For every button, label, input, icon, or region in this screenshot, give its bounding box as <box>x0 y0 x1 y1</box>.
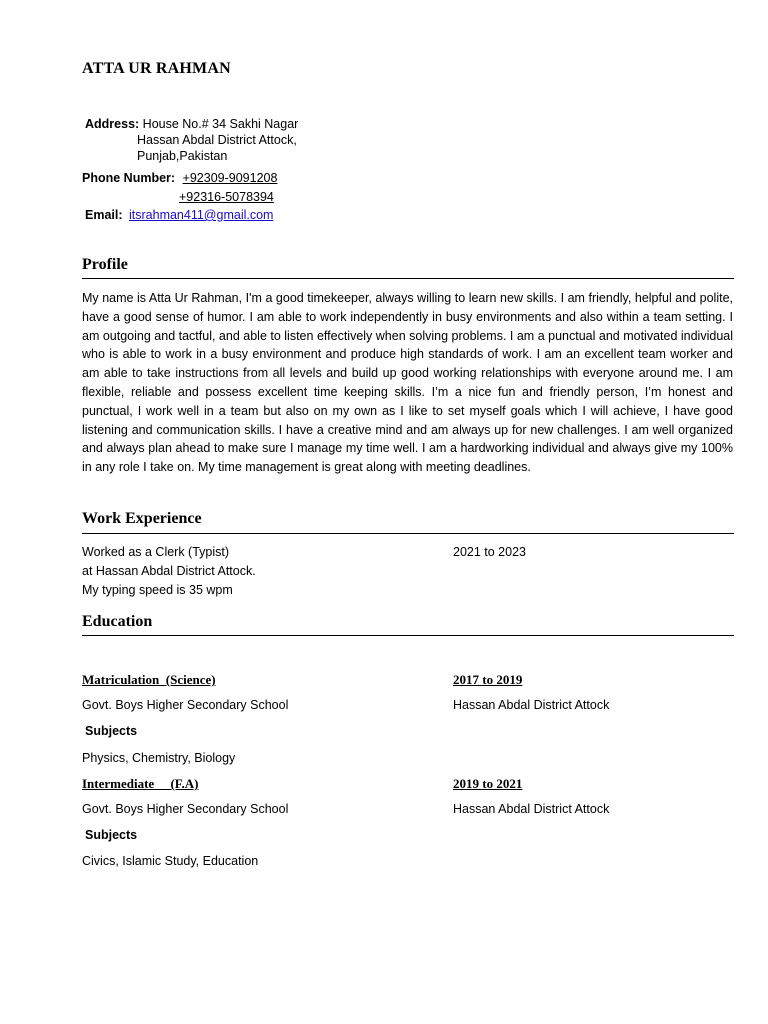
profile-divider <box>82 278 734 279</box>
work-line-2: at Hassan Abdal District Attock. <box>82 564 256 578</box>
address-row <box>85 117 298 131</box>
email-link[interactable]: itsrahman411@gmail.com <box>129 208 274 222</box>
education-location-1: Hassan Abdal District Attock <box>453 698 610 712</box>
education-school-2: Govt. Boys Higher Secondary School <box>82 802 289 816</box>
education-divider <box>82 635 734 636</box>
address-label: Address: <box>85 117 140 131</box>
phone-number-1[interactable]: +92309-9091208 <box>182 171 278 185</box>
education-subjects-label-2: Subjects <box>85 828 138 842</box>
education-period-2: 2019 to 2021 <box>453 776 523 791</box>
education-degree-2: Intermediate (F.A) <box>82 776 199 791</box>
phone-label: Phone Number: <box>82 171 176 185</box>
address-line-2: Hassan Abdal District Attock, <box>137 133 297 147</box>
education-heading: Education <box>82 613 153 630</box>
education-school-1: Govt. Boys Higher Secondary School <box>82 698 289 712</box>
address-line-1: House No.# 34 Sakhi Nagar <box>142 117 299 131</box>
education-degree-1: Matriculation (Science) <box>82 672 216 687</box>
work-experience-divider <box>82 533 734 534</box>
education-period-1: 2017 to 2019 <box>453 672 523 687</box>
profile-paragraph: My name is Atta Ur Rahman, I'm a good timekeeper, always willing to learn new skills. I am friendly, helpful and polite, have a good sense of humor. I am able to work independently in busy environments and also within a team setting. I am outgoing and tactful, and able to listen effectively when solving problems. I am a punctual and motivated individual who is able to work in a busy environment and produce high standards of work. I am an excellent team worker and am able to take instructions from all levels and build up good working relationships with everyone around me. I am flexible, reliable and possess excellent time keeping skills. I’m a nice fun and friendly person, I’m honest and punctual, I work well in a team but also on my own as I like to set myself goals which I will achieve, I have good listening and communication skills. I have a creative mind and am always up for new challenges. I am well organized and always plan ahead to make sure I manage my time well. I am a hardworking individual and always give my 100% in any role I take on. My time management is great along with meeting deadlines. <box>82 291 733 475</box>
work-line-1: Worked as a Clerk (Typist) <box>82 545 230 559</box>
work-experience-heading: Work Experience <box>82 510 202 527</box>
candidate-name: ATTA UR RAHMAN <box>82 60 231 77</box>
address-line-3: Punjab,Pakistan <box>137 149 228 163</box>
education-subjects-2: Civics, Islamic Study, Education <box>82 854 259 868</box>
work-period: 2021 to 2023 <box>453 545 526 559</box>
education-location-2: Hassan Abdal District Attock <box>453 802 610 816</box>
education-subjects-label-1: Subjects <box>85 724 138 738</box>
email-row <box>85 208 273 222</box>
email-label: Email: <box>85 208 123 222</box>
phone-row <box>82 171 277 185</box>
profile-heading: Profile <box>82 256 128 273</box>
education-subjects-1: Physics, Chemistry, Biology <box>82 751 236 765</box>
work-line-3: My typing speed is 35 wpm <box>82 583 233 597</box>
phone-number-2[interactable]: +92316-5078394 <box>179 190 274 204</box>
